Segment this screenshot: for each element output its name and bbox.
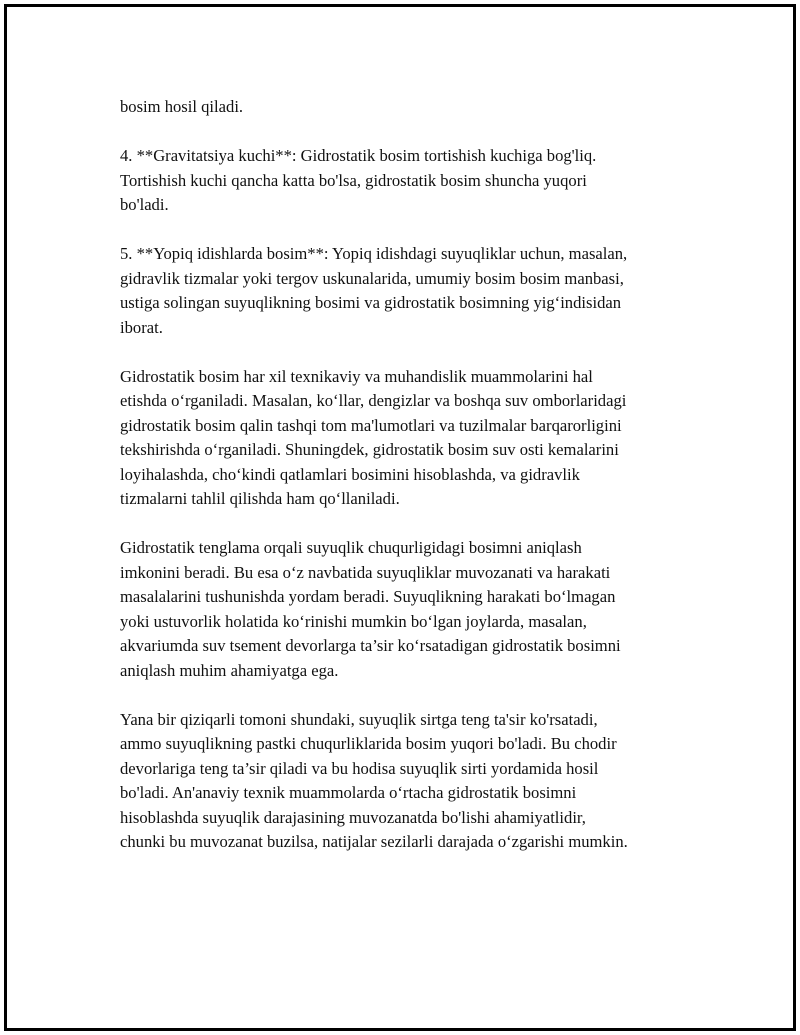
document-body	[120, 95, 710, 879]
paragraph-gravity: 4. **Gravitatsiya kuchi**: Gidrostatik bosim tortishish kuchiga bog'liq. Tortishish kuchi qancha katta bo'lsa, gidrostatik bosim shuncha yuqori bo'ladi.	[120, 146, 597, 214]
document-page	[4, 4, 796, 1031]
paragraph-closed-vessels: 5. **Yopiq idishlarda bosim**: Yopiq idishdagi suyuqliklar uchun, masalan, gidravlik tizmalar yoki tergov uskunalarida, umumiy bosim bosim manbasi, ustiga solingan suyuqlikning bosimi va gidrostatik bosimning yig‘indisidan iborat.	[120, 244, 628, 337]
paragraph-continuation: bosim hosil qiladi.	[120, 97, 244, 116]
paragraph-interesting-aspect: Yana bir qiziqarli tomoni shundaki, suyuqlik sirtga teng ta'sir ko'rsatadi, ammo suyuqlikning pastki chuqurliklarida bosim yuqori bo'ladi. Bu chodir devorlariga teng ta’sir qiladi va bu hodisa suyuqlik sirti yordamida hosil bo'ladi. An'anaviy texnik muammolarda o‘rtacha gidrostatik bosimni hisoblashda suyuqlik darajasining muvozanatda bo'lishi ahamiyatlidir, chunki bu muvozanat buzilsa, natijalar sezilarli darajada o‘zgarishi mumkin.	[120, 709, 628, 851]
paragraph-applications: Gidrostatik bosim har xil texnikaviy va muhandislik muammolarini hal etishda o‘rganiladi. Masalan, ko‘llar, dengizlar va boshqa suv omborlaridagi gidrostatik bosim qalin tashqi tom ma'lumotlari va tuzilmalar barqarorligini tekshirishda o‘rganiladi. Shuningdek, gidrostatik bosim suv osti kemalarini loyihalashda, cho‘kindi qatlamlari bosimini hisoblashda, va gidravlik tizmalarni tahlil qilishda ham qo‘llaniladi.	[120, 366, 627, 508]
paragraph-hydrostatic-equation: Gidrostatik tenglama orqali suyuqlik chuqurligidagi bosimni aniqlash imkonini beradi. Bu esa o‘z navbatida suyuqliklar muvozanati va harakati masalalarini tushunishda yordam beradi. Suyuqlikning harakati bo‘lmagan yoki ustuvorlik holatida ko‘rinishi mumkin bo‘lgan joylarda, masalan, akvariumda suv tsement devorlarga ta’sir ko‘rsatadigan gidrostatik bosimni aniqlash muhim ahamiyatga ega.	[120, 538, 621, 680]
